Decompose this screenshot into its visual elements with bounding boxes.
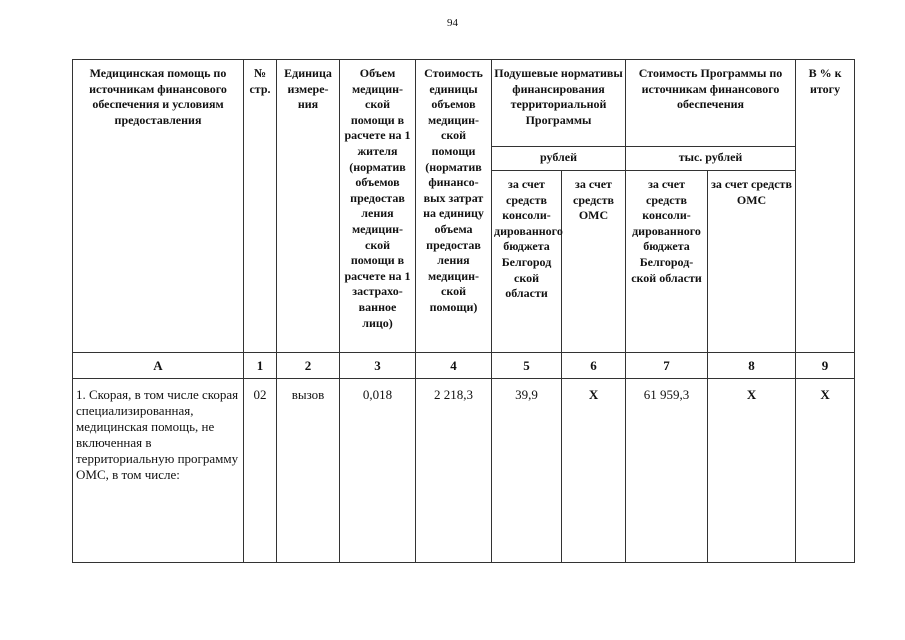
- column-number-row: [73, 353, 855, 379]
- colnum-8: 8: [708, 353, 796, 379]
- colnum-5: 5: [492, 353, 562, 379]
- row-percent: Х: [796, 379, 855, 563]
- header-col-6: за счет средств ОМС: [562, 171, 626, 353]
- row-name: 1. Скорая, в том числе скорая специализированная, медицинская помощь, не включенная в территориальную программу ОМС, в том числе:: [73, 379, 244, 563]
- colnum-a: А: [73, 353, 244, 379]
- page-number: 94: [447, 17, 458, 29]
- header-group-per-capita: Подушевые нормативы финансирования территориальной Программы: [492, 60, 626, 147]
- header-col-1: № стр.: [244, 60, 277, 353]
- financing-table: [72, 59, 855, 563]
- row-volume: 0,018: [340, 379, 416, 563]
- colnum-2: 2: [277, 353, 340, 379]
- colnum-7: 7: [626, 353, 708, 379]
- colnum-9: 9: [796, 353, 855, 379]
- table-row: [73, 379, 855, 563]
- colnum-1: 1: [244, 353, 277, 379]
- row-per-capita-oms: Х: [562, 379, 626, 563]
- header-col-8: за счет средств ОМС: [708, 171, 796, 353]
- colnum-6: 6: [562, 353, 626, 379]
- header-col-2: Единица измере-ния: [277, 60, 340, 353]
- header-col-7: за счет средств консоли-дированного бюджета Белгород-ской области: [626, 171, 708, 353]
- row-line-number: 02: [244, 379, 277, 563]
- header-col-9: В % к итогу: [796, 60, 855, 353]
- header-unit-thousand-rub: тыс. рублей: [626, 147, 796, 171]
- header-col-5: за счет средств консоли-дированного бюджета Белгород ской области: [492, 171, 562, 353]
- header-group-program-cost: Стоимость Программы по источникам финансового обеспечения: [626, 60, 796, 147]
- header-unit-rub: рублей: [492, 147, 626, 171]
- header-col-a: Медицинская помощь по источникам финансового обеспечения и условиям предоставления: [73, 60, 244, 353]
- colnum-3: 3: [340, 353, 416, 379]
- row-unit-cost: 2 218,3: [416, 379, 492, 563]
- row-cost-budget: 61 959,3: [626, 379, 708, 563]
- colnum-4: 4: [416, 353, 492, 379]
- header-col-3: Объем медицин-ской помощи в расчете на 1 жителя (норматив объемов предостав ления медицин-ской помощи в расчете на 1 застрахо-ванное лицо): [340, 60, 416, 353]
- header-col-4: Стоимость единицы объемов медицин-ской помощи (норматив финансо-вых затрат на единицу объема предостав ления медицин-ской помощи): [416, 60, 492, 353]
- row-per-capita-budget: 39,9: [492, 379, 562, 563]
- row-unit: вызов: [277, 379, 340, 563]
- header-row-1: [73, 60, 855, 147]
- row-cost-oms: Х: [708, 379, 796, 563]
